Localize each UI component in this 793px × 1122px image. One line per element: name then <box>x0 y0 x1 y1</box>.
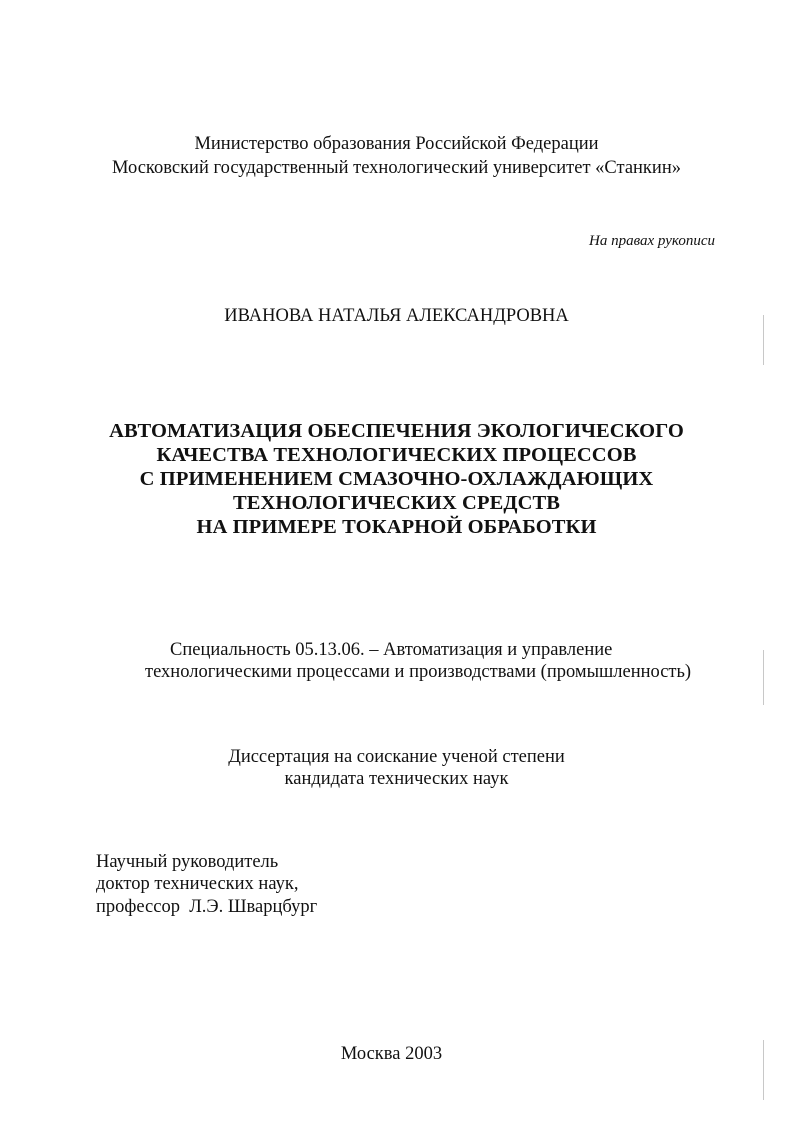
title-line: КАЧЕСТВА ТЕХНОЛОГИЧЕСКИХ ПРОЦЕССОВ <box>156 444 637 466</box>
supervisor-line: доктор технических наук, <box>96 874 299 894</box>
city-year: Москва 2003 <box>340 1044 443 1064</box>
university-line: Московский государственный технологический университет «Станкин» <box>112 158 681 178</box>
title-line: С ПРИМЕНЕНИЕМ СМАЗОЧНО-ОХЛАЖДАЮЩИХ <box>139 468 654 490</box>
specialty-line: технологическими процессами и производствами (промышленность) <box>145 662 692 682</box>
scan-edge-mark <box>763 650 764 705</box>
manuscript-note: На правах рукописи <box>589 233 715 249</box>
title-line: НА ПРИМЕРЕ ТОКАРНОЙ ОБРАБОТКИ <box>196 516 597 538</box>
degree-line: Диссертация на соискание ученой степени <box>228 747 565 767</box>
title-line: ТЕХНОЛОГИЧЕСКИХ СРЕДСТВ <box>232 492 561 514</box>
supervisor-line: Научный руководитель <box>96 852 279 872</box>
author-name: ИВАНОВА НАТАЛЬЯ АЛЕКСАНДРОВНА <box>224 306 569 326</box>
degree-line: кандидата технических наук <box>284 769 509 789</box>
ministry-line: Министерство образования Российской Федерации <box>194 134 599 154</box>
title-line: АВТОМАТИЗАЦИЯ ОБЕСПЕЧЕНИЯ ЭКОЛОГИЧЕСКОГО <box>109 420 684 442</box>
supervisor-line: профессор Л.Э. Шварцбург <box>96 897 318 917</box>
specialty-line: Специальность 05.13.06. – Автоматизация и управление <box>170 640 613 660</box>
